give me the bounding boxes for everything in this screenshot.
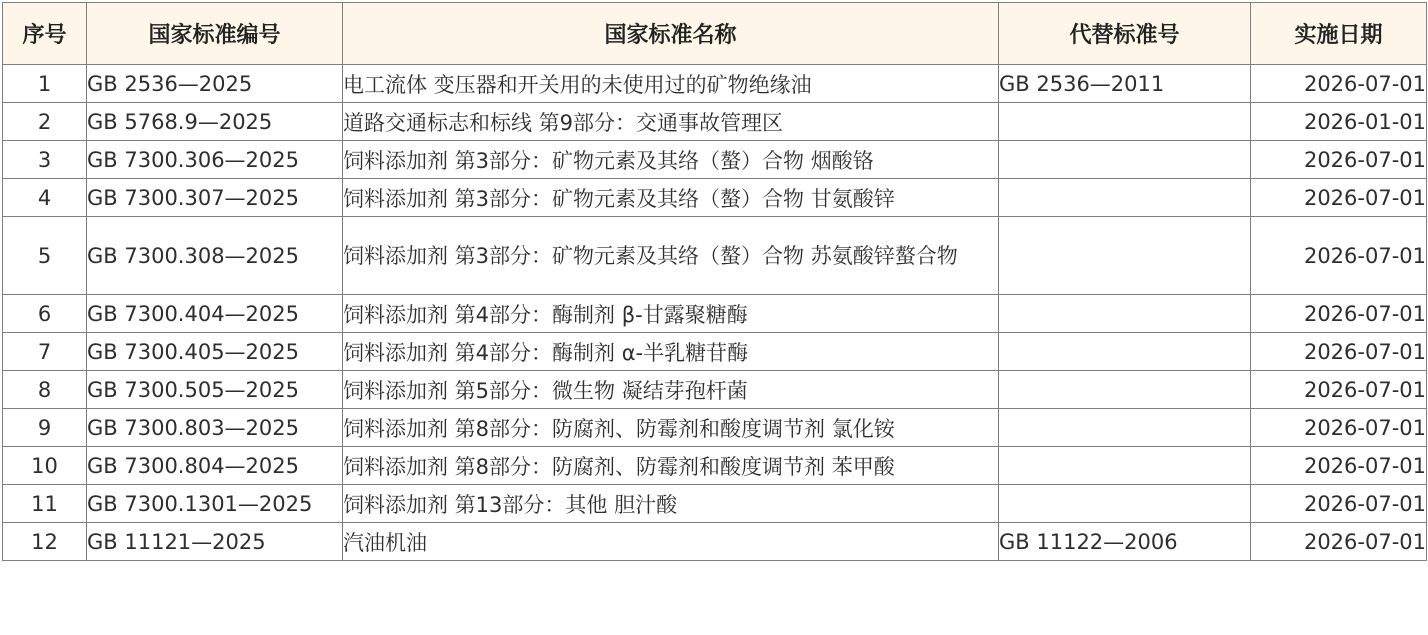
row-replaces: GB 2536—2011 (999, 65, 1251, 103)
header-name: 国家标准名称 (343, 3, 999, 65)
table-row (3, 371, 1427, 409)
row-code: GB 7300.1301—2025 (87, 485, 343, 523)
table-row (3, 65, 1427, 103)
row-code: GB 5768.9—2025 (87, 103, 343, 141)
table-header (3, 3, 1427, 65)
header-row (3, 3, 1427, 65)
table-row (3, 141, 1427, 179)
standards-table (2, 2, 1427, 561)
row-effective: 2026-07-01 (1251, 485, 1427, 523)
row-seq: 11 (3, 485, 87, 523)
row-name: 饲料添加剂 第5部分：微生物 凝结芽孢杆菌 (343, 371, 999, 409)
table-row (3, 409, 1427, 447)
row-seq: 10 (3, 447, 87, 485)
table-row (3, 485, 1427, 523)
row-effective: 2026-01-01 (1251, 103, 1427, 141)
row-seq: 7 (3, 333, 87, 371)
row-replaces (999, 371, 1251, 409)
table-row (3, 447, 1427, 485)
row-seq: 1 (3, 65, 87, 103)
row-name: 电工流体 变压器和开关用的未使用过的矿物绝缘油 (343, 65, 999, 103)
row-code: GB 7300.306—2025 (87, 141, 343, 179)
row-code: GB 7300.308—2025 (87, 217, 343, 295)
row-seq: 3 (3, 141, 87, 179)
row-code: GB 7300.804—2025 (87, 447, 343, 485)
row-replaces: GB 11122—2006 (999, 523, 1251, 561)
header-seq: 序号 (3, 3, 87, 65)
row-seq: 4 (3, 179, 87, 217)
row-name: 饲料添加剂 第3部分：矿物元素及其络（螯）合物 甘氨酸锌 (343, 179, 999, 217)
table-body (3, 65, 1427, 561)
header-replaces: 代替标准号 (999, 3, 1251, 65)
row-name: 饲料添加剂 第8部分：防腐剂、防霉剂和酸度调节剂 氯化铵 (343, 409, 999, 447)
table-row (3, 523, 1427, 561)
table-row (3, 179, 1427, 217)
row-name: 饲料添加剂 第13部分：其他 胆汁酸 (343, 485, 999, 523)
row-seq: 2 (3, 103, 87, 141)
header-effective: 实施日期 (1251, 3, 1427, 65)
row-code: GB 7300.307—2025 (87, 179, 343, 217)
row-code: GB 7300.404—2025 (87, 295, 343, 333)
row-replaces (999, 217, 1251, 295)
row-name: 汽油机油 (343, 523, 999, 561)
row-name: 饲料添加剂 第3部分：矿物元素及其络（螯）合物 苏氨酸锌螯合物 (343, 217, 999, 295)
header-code: 国家标准编号 (87, 3, 343, 65)
row-seq: 6 (3, 295, 87, 333)
row-replaces (999, 409, 1251, 447)
table-row (3, 333, 1427, 371)
table-row (3, 217, 1427, 295)
table-row (3, 103, 1427, 141)
row-effective: 2026-07-01 (1251, 295, 1427, 333)
row-effective: 2026-07-01 (1251, 333, 1427, 371)
row-replaces (999, 485, 1251, 523)
row-name: 饲料添加剂 第4部分：酶制剂 β-甘露聚糖酶 (343, 295, 999, 333)
row-code: GB 7300.803—2025 (87, 409, 343, 447)
row-seq: 9 (3, 409, 87, 447)
row-seq: 5 (3, 217, 87, 295)
row-effective: 2026-07-01 (1251, 523, 1427, 561)
row-effective: 2026-07-01 (1251, 217, 1427, 295)
row-effective: 2026-07-01 (1251, 409, 1427, 447)
row-replaces (999, 141, 1251, 179)
row-effective: 2026-07-01 (1251, 447, 1427, 485)
row-code: GB 7300.505—2025 (87, 371, 343, 409)
row-effective: 2026-07-01 (1251, 179, 1427, 217)
row-replaces (999, 179, 1251, 217)
row-replaces (999, 103, 1251, 141)
row-code: GB 2536—2025 (87, 65, 343, 103)
row-replaces (999, 295, 1251, 333)
row-effective: 2026-07-01 (1251, 141, 1427, 179)
row-code: GB 11121—2025 (87, 523, 343, 561)
row-name: 道路交通标志和标线 第9部分：交通事故管理区 (343, 103, 999, 141)
row-effective: 2026-07-01 (1251, 371, 1427, 409)
row-seq: 8 (3, 371, 87, 409)
row-replaces (999, 333, 1251, 371)
row-name: 饲料添加剂 第3部分：矿物元素及其络（螯）合物 烟酸铬 (343, 141, 999, 179)
table-row (3, 295, 1427, 333)
row-seq: 12 (3, 523, 87, 561)
row-effective: 2026-07-01 (1251, 65, 1427, 103)
row-name: 饲料添加剂 第8部分：防腐剂、防霉剂和酸度调节剂 苯甲酸 (343, 447, 999, 485)
row-code: GB 7300.405—2025 (87, 333, 343, 371)
row-name: 饲料添加剂 第4部分：酶制剂 α-半乳糖苷酶 (343, 333, 999, 371)
row-replaces (999, 447, 1251, 485)
